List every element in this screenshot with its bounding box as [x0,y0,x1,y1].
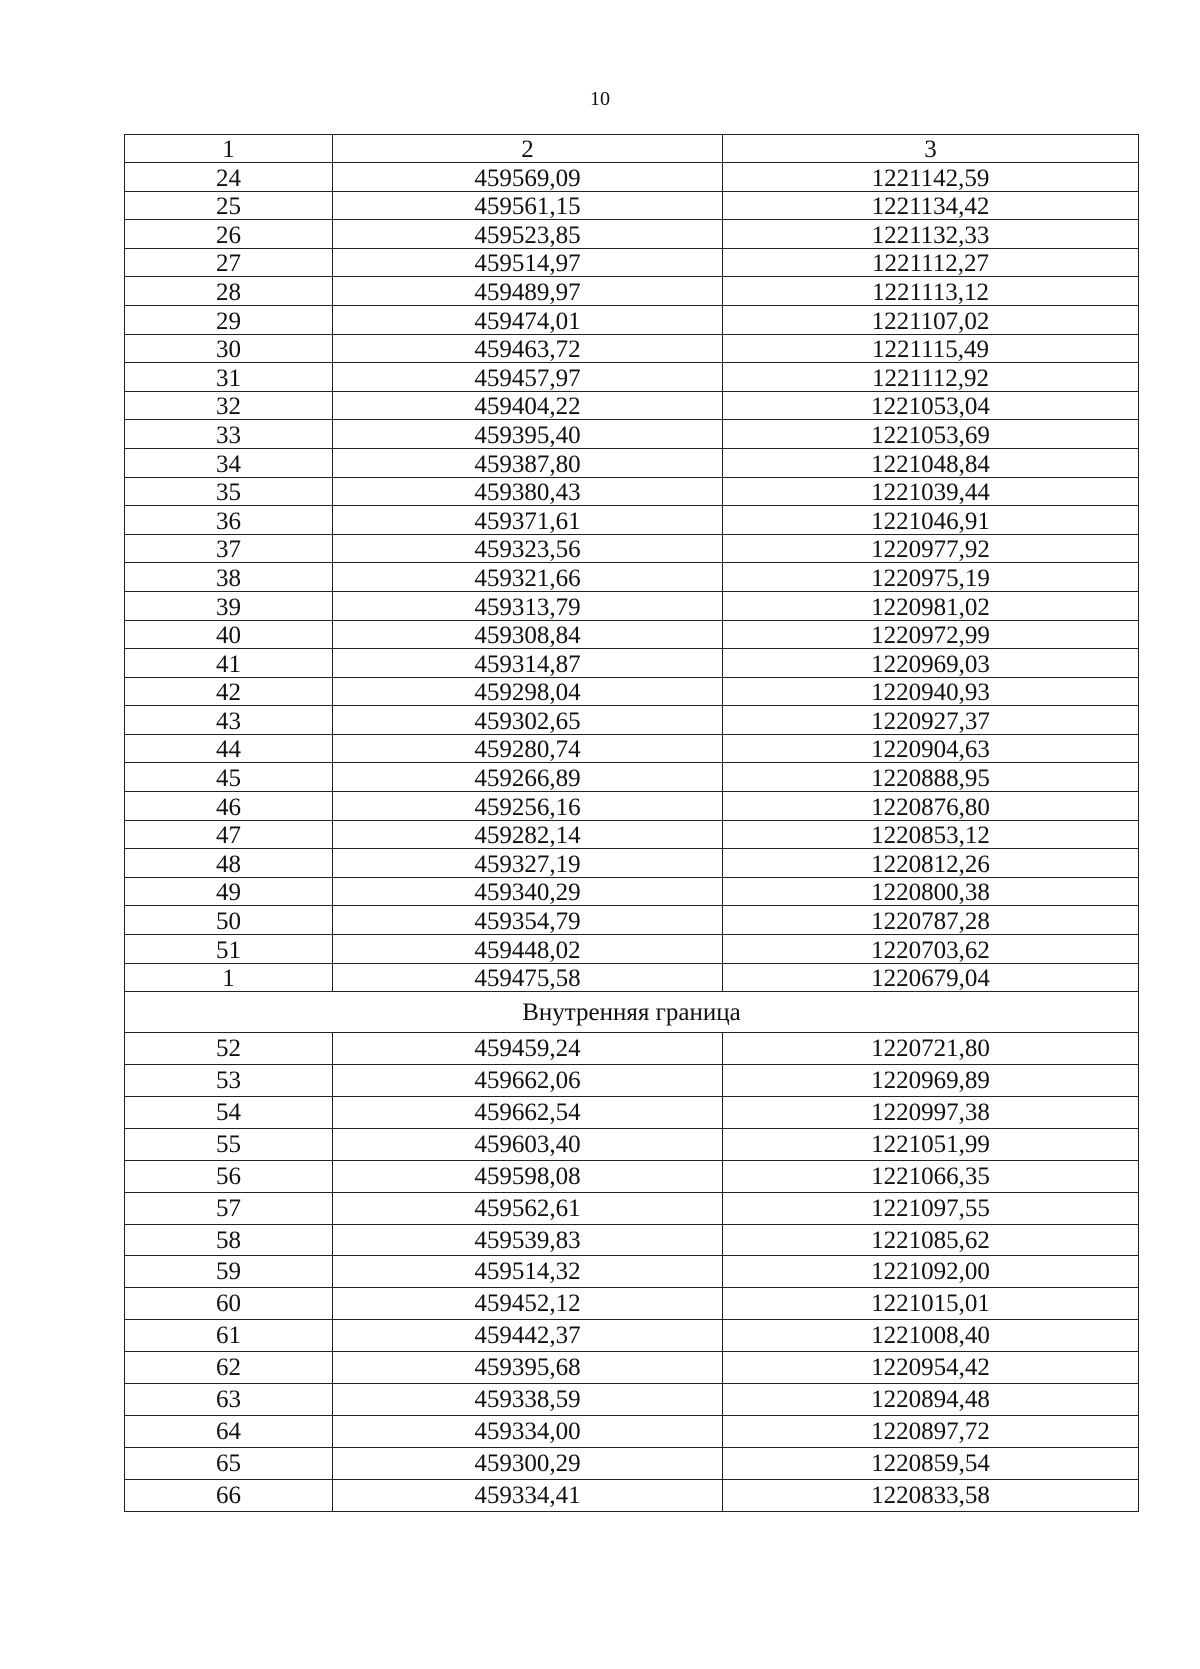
point-number-cell: 56 [125,1160,333,1192]
point-number-cell: 1 [125,963,333,992]
point-number-cell: 46 [125,792,333,821]
table-row [125,706,1139,735]
x-coordinate-cell: 459302,65 [333,706,723,735]
y-coordinate-cell: 1221051,99 [723,1128,1139,1160]
table-row [125,248,1139,277]
table-row [125,1256,1139,1288]
outer-boundary-rows [125,163,1139,992]
point-number-cell: 32 [125,391,333,420]
x-coordinate-cell: 459334,00 [333,1415,723,1447]
table-row [125,820,1139,849]
table-row [125,420,1139,449]
x-coordinate-cell: 459266,89 [333,763,723,792]
table-row [125,1160,1139,1192]
x-coordinate-cell: 459280,74 [333,734,723,763]
y-coordinate-cell: 1220853,12 [723,820,1139,849]
table-row [125,1128,1139,1160]
table-row [125,391,1139,420]
table-row [125,506,1139,535]
x-coordinate-cell: 459340,29 [333,877,723,906]
point-number-cell: 59 [125,1256,333,1288]
table-row [125,792,1139,821]
x-coordinate-cell: 459662,54 [333,1097,723,1129]
point-number-cell: 25 [125,191,333,220]
table-row [125,1065,1139,1097]
table-row [125,591,1139,620]
point-number-cell: 44 [125,734,333,763]
point-number-cell: 51 [125,935,333,964]
y-coordinate-cell: 1220969,89 [723,1065,1139,1097]
point-number-cell: 57 [125,1192,333,1224]
table-row [125,620,1139,649]
y-coordinate-cell: 1221113,12 [723,277,1139,306]
table-row [125,649,1139,678]
x-coordinate-cell: 459603,40 [333,1128,723,1160]
x-coordinate-cell: 459523,85 [333,220,723,249]
point-number-cell: 38 [125,563,333,592]
table-row [125,1033,1139,1065]
x-coordinate-cell: 459598,08 [333,1160,723,1192]
point-number-cell: 37 [125,534,333,563]
point-number-cell: 31 [125,363,333,392]
y-coordinate-cell: 1221046,91 [723,506,1139,535]
table-row [125,1192,1139,1224]
point-number-cell: 34 [125,448,333,477]
table-row [125,935,1139,964]
y-coordinate-cell: 1221142,59 [723,163,1139,192]
x-coordinate-cell: 459395,68 [333,1352,723,1384]
point-number-cell: 30 [125,334,333,363]
y-coordinate-cell: 1220787,28 [723,906,1139,935]
y-coordinate-cell: 1220894,48 [723,1384,1139,1416]
point-number-cell: 41 [125,649,333,678]
header-cell-3: 3 [723,135,1139,163]
point-number-cell: 53 [125,1065,333,1097]
x-coordinate-cell: 459321,66 [333,563,723,592]
y-coordinate-cell: 1220975,19 [723,563,1139,592]
x-coordinate-cell: 459308,84 [333,620,723,649]
point-number-cell: 64 [125,1415,333,1447]
section-title: Внутренняя граница [125,992,1139,1033]
table-row [125,305,1139,334]
point-number-cell: 50 [125,906,333,935]
x-coordinate-cell: 459380,43 [333,477,723,506]
point-number-cell: 54 [125,1097,333,1129]
y-coordinate-cell: 1220859,54 [723,1447,1139,1479]
table-row [125,220,1139,249]
y-coordinate-cell: 1220977,92 [723,534,1139,563]
x-coordinate-cell: 459561,15 [333,191,723,220]
y-coordinate-cell: 1221132,33 [723,220,1139,249]
y-coordinate-cell: 1221085,62 [723,1224,1139,1256]
x-coordinate-cell: 459457,97 [333,363,723,392]
table-row [125,477,1139,506]
table-row [125,963,1139,992]
y-coordinate-cell: 1220703,62 [723,935,1139,964]
y-coordinate-cell: 1220997,38 [723,1097,1139,1129]
table-row [125,1097,1139,1129]
table-row [125,849,1139,878]
point-number-cell: 43 [125,706,333,735]
coordinates-table [124,134,1139,1512]
x-coordinate-cell: 459313,79 [333,591,723,620]
table-row [125,1415,1139,1447]
point-number-cell: 40 [125,620,333,649]
point-number-cell: 48 [125,849,333,878]
y-coordinate-cell: 1221134,42 [723,191,1139,220]
point-number-cell: 62 [125,1352,333,1384]
point-number-cell: 45 [125,763,333,792]
header-cell-1: 1 [125,135,333,163]
point-number-cell: 35 [125,477,333,506]
y-coordinate-cell: 1221066,35 [723,1160,1139,1192]
y-coordinate-cell: 1221053,69 [723,420,1139,449]
y-coordinate-cell: 1220721,80 [723,1033,1139,1065]
x-coordinate-cell: 459569,09 [333,163,723,192]
table-row [125,1320,1139,1352]
x-coordinate-cell: 459514,97 [333,248,723,277]
x-coordinate-cell: 459371,61 [333,506,723,535]
y-coordinate-cell: 1220940,93 [723,677,1139,706]
x-coordinate-cell: 459314,87 [333,649,723,678]
x-coordinate-cell: 459282,14 [333,820,723,849]
y-coordinate-cell: 1221008,40 [723,1320,1139,1352]
table-row [125,563,1139,592]
x-coordinate-cell: 459448,02 [333,935,723,964]
y-coordinate-cell: 1221039,44 [723,477,1139,506]
header-cell-2: 2 [333,135,723,163]
y-coordinate-cell: 1220904,63 [723,734,1139,763]
y-coordinate-cell: 1221092,00 [723,1256,1139,1288]
y-coordinate-cell: 1220812,26 [723,849,1139,878]
x-coordinate-cell: 459327,19 [333,849,723,878]
point-number-cell: 66 [125,1479,333,1511]
y-coordinate-cell: 1220927,37 [723,706,1139,735]
x-coordinate-cell: 459474,01 [333,305,723,334]
table-row [125,277,1139,306]
table-row [125,163,1139,192]
y-coordinate-cell: 1221115,49 [723,334,1139,363]
x-coordinate-cell: 459562,61 [333,1192,723,1224]
table-row [125,363,1139,392]
x-coordinate-cell: 459475,58 [333,963,723,992]
x-coordinate-cell: 459463,72 [333,334,723,363]
table-row [125,677,1139,706]
y-coordinate-cell: 1220888,95 [723,763,1139,792]
point-number-cell: 49 [125,877,333,906]
y-coordinate-cell: 1220972,99 [723,620,1139,649]
x-coordinate-cell: 459298,04 [333,677,723,706]
table-row [125,448,1139,477]
table-row [125,334,1139,363]
table-row [125,1384,1139,1416]
point-number-cell: 42 [125,677,333,706]
point-number-cell: 52 [125,1033,333,1065]
table-row [125,1447,1139,1479]
y-coordinate-cell: 1220954,42 [723,1352,1139,1384]
y-coordinate-cell: 1221097,55 [723,1192,1139,1224]
table-row [125,906,1139,935]
point-number-cell: 27 [125,248,333,277]
point-number-cell: 24 [125,163,333,192]
table-row [125,734,1139,763]
y-coordinate-cell: 1221048,84 [723,448,1139,477]
point-number-cell: 61 [125,1320,333,1352]
x-coordinate-cell: 459354,79 [333,906,723,935]
point-number-cell: 47 [125,820,333,849]
table-header [125,135,1139,163]
y-coordinate-cell: 1220969,03 [723,649,1139,678]
x-coordinate-cell: 459514,32 [333,1256,723,1288]
x-coordinate-cell: 459323,56 [333,534,723,563]
x-coordinate-cell: 459395,40 [333,420,723,449]
x-coordinate-cell: 459300,29 [333,1447,723,1479]
table-row [125,763,1139,792]
y-coordinate-cell: 1221112,27 [723,248,1139,277]
point-number-cell: 60 [125,1288,333,1320]
header-row [125,135,1139,163]
x-coordinate-cell: 459387,80 [333,448,723,477]
point-number-cell: 55 [125,1128,333,1160]
y-coordinate-cell: 1221107,02 [723,305,1139,334]
point-number-cell: 58 [125,1224,333,1256]
table-row [125,1288,1139,1320]
x-coordinate-cell: 459404,22 [333,391,723,420]
y-coordinate-cell: 1221053,04 [723,391,1139,420]
inner-boundary-rows [125,1033,1139,1511]
point-number-cell: 29 [125,305,333,334]
section-divider [125,992,1139,1033]
y-coordinate-cell: 1220897,72 [723,1415,1139,1447]
y-coordinate-cell: 1220876,80 [723,792,1139,821]
point-number-cell: 36 [125,506,333,535]
y-coordinate-cell: 1220800,38 [723,877,1139,906]
table-row [125,191,1139,220]
table-row [125,1352,1139,1384]
point-number-cell: 39 [125,591,333,620]
section-row [125,992,1139,1033]
x-coordinate-cell: 459442,37 [333,1320,723,1352]
x-coordinate-cell: 459489,97 [333,277,723,306]
y-coordinate-cell: 1220679,04 [723,963,1139,992]
x-coordinate-cell: 459459,24 [333,1033,723,1065]
page-number: 10 [590,88,610,110]
x-coordinate-cell: 459338,59 [333,1384,723,1416]
table-row [125,1479,1139,1511]
point-number-cell: 28 [125,277,333,306]
table-row [125,534,1139,563]
point-number-cell: 65 [125,1447,333,1479]
y-coordinate-cell: 1221015,01 [723,1288,1139,1320]
x-coordinate-cell: 459256,16 [333,792,723,821]
x-coordinate-cell: 459452,12 [333,1288,723,1320]
table-row [125,877,1139,906]
y-coordinate-cell: 1220833,58 [723,1479,1139,1511]
point-number-cell: 63 [125,1384,333,1416]
point-number-cell: 26 [125,220,333,249]
x-coordinate-cell: 459539,83 [333,1224,723,1256]
point-number-cell: 33 [125,420,333,449]
x-coordinate-cell: 459334,41 [333,1479,723,1511]
x-coordinate-cell: 459662,06 [333,1065,723,1097]
table-row [125,1224,1139,1256]
y-coordinate-cell: 1220981,02 [723,591,1139,620]
y-coordinate-cell: 1221112,92 [723,363,1139,392]
